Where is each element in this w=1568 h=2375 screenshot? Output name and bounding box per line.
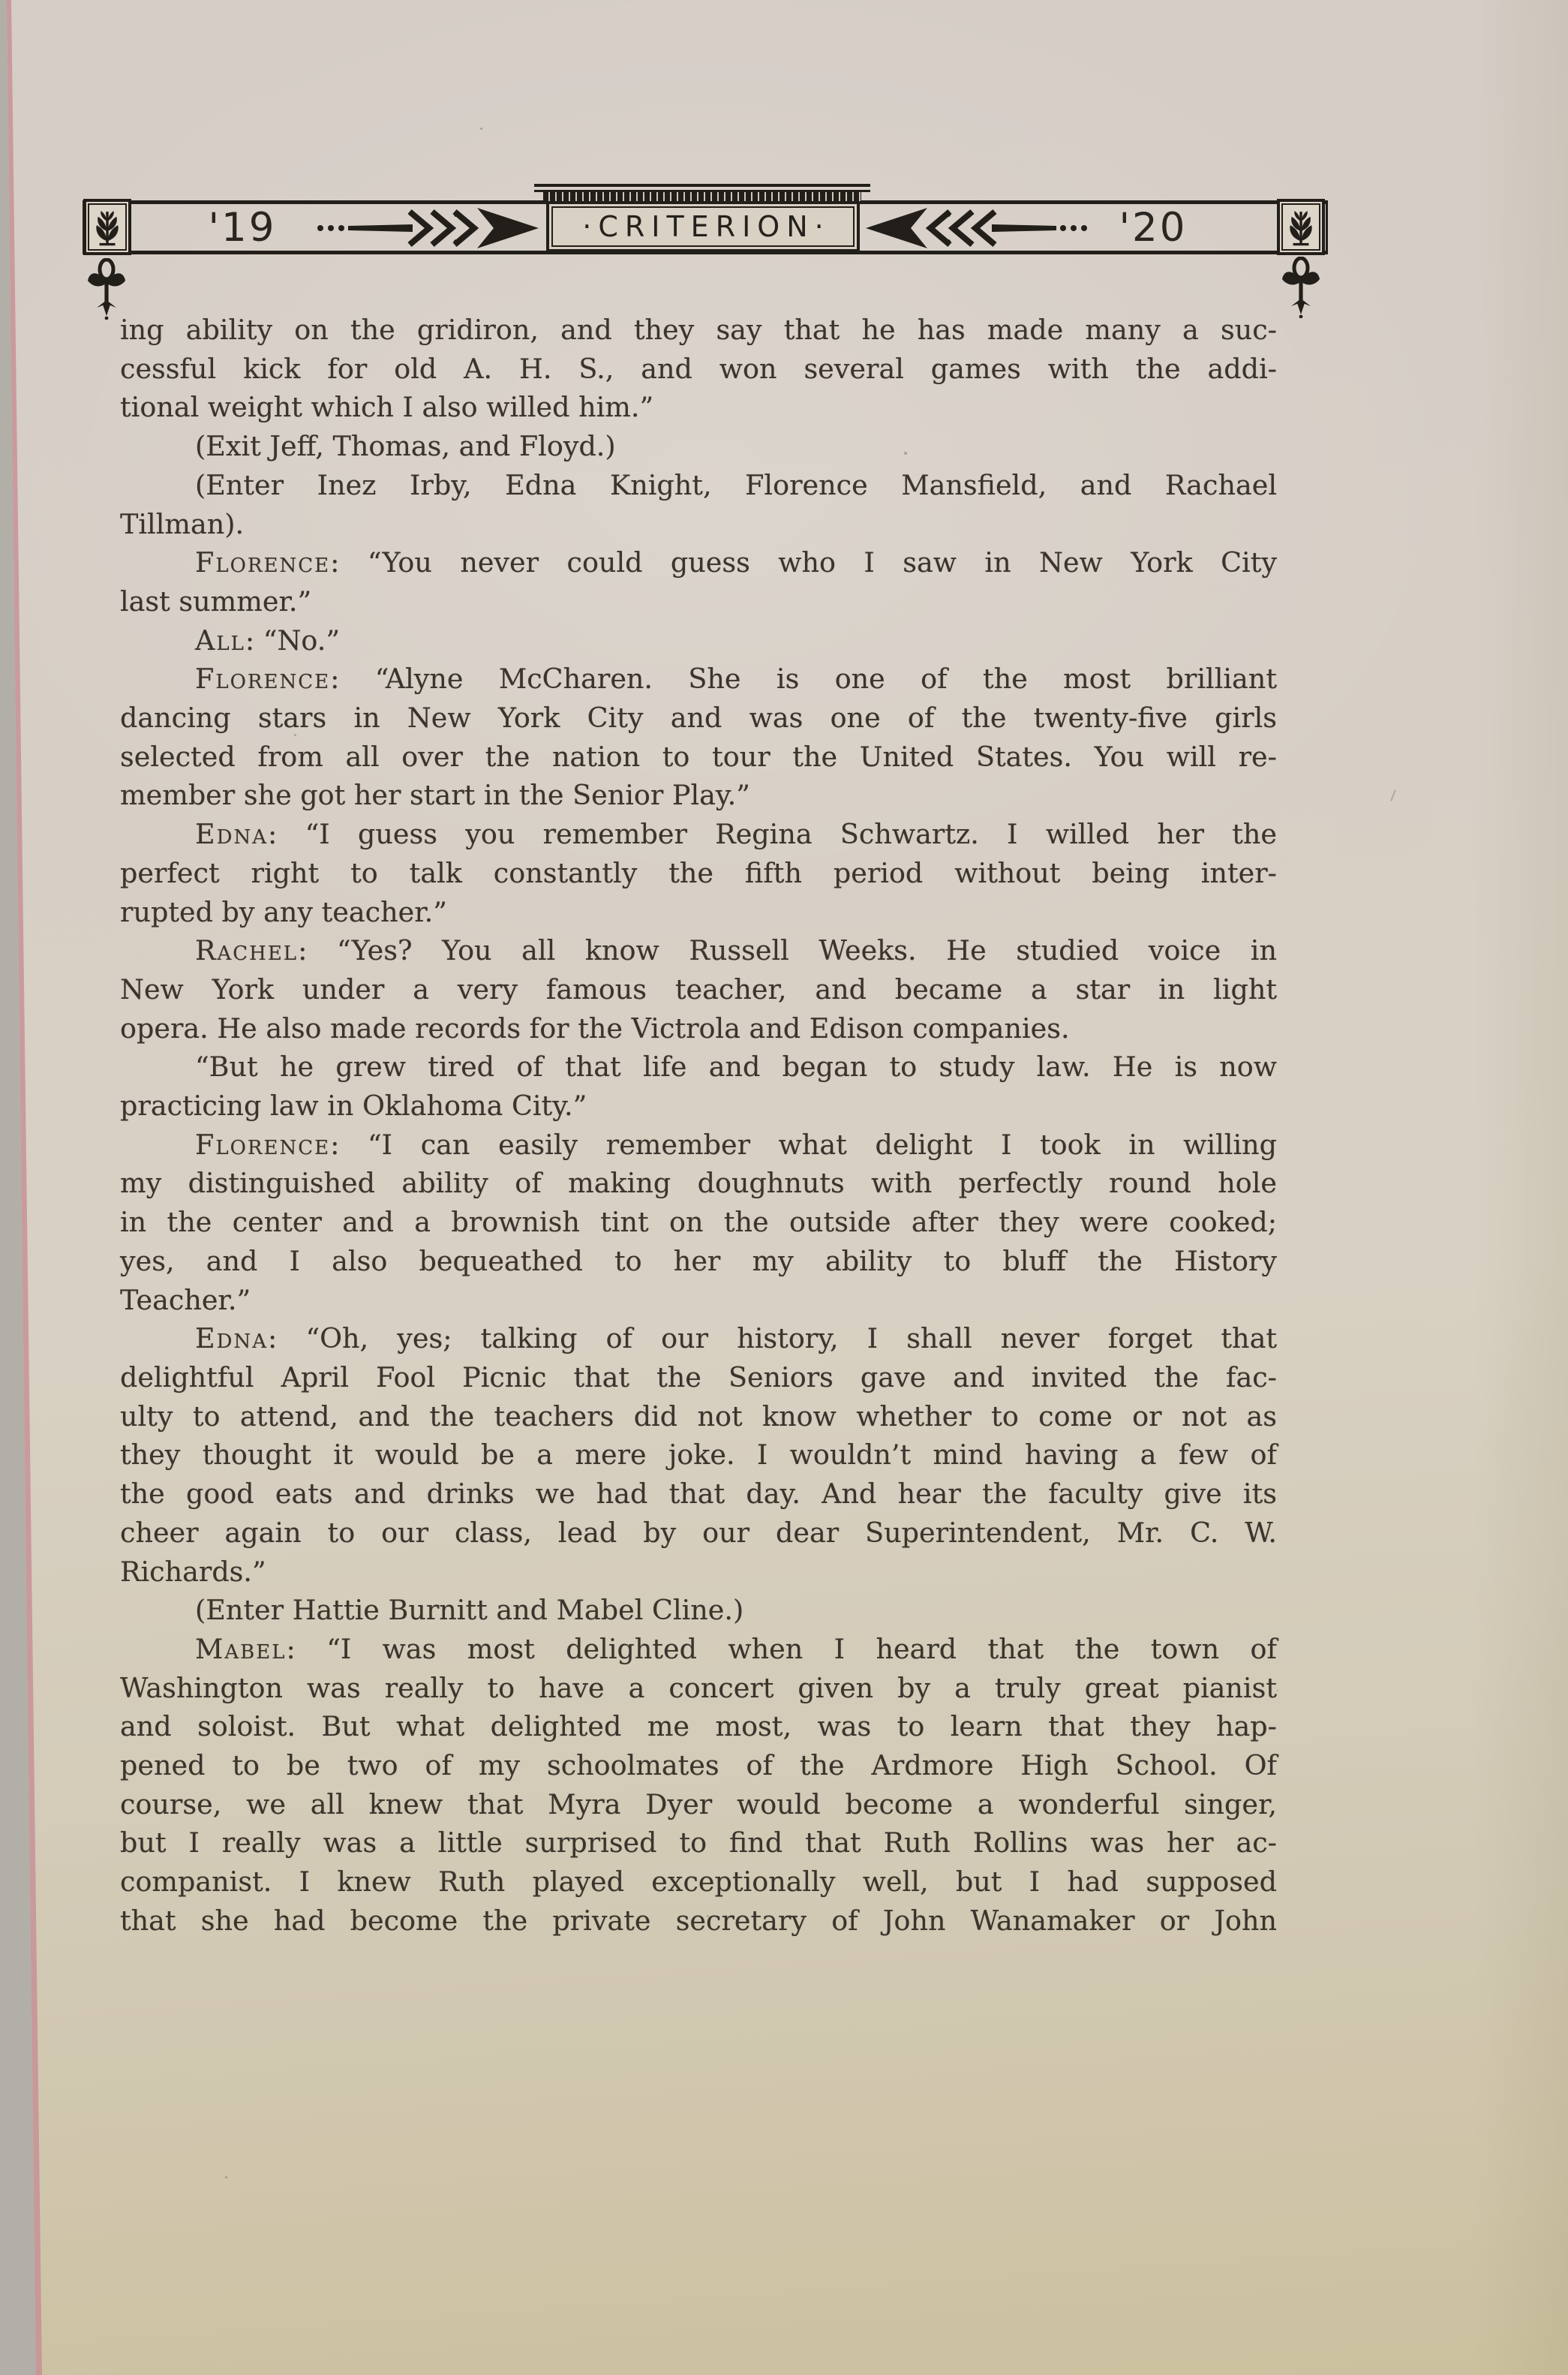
leaf-ornament [88, 203, 127, 251]
line-text: : “Yes? You all know Russell Weeks. He studied voice in [298, 934, 1277, 967]
dialogue-line [120, 931, 1277, 970]
text-line [120, 1553, 1277, 1592]
line-text: member she got her start in the Senior Play.” [120, 779, 750, 812]
line-text: : “I can easily remember what delight I took in willing [330, 1128, 1277, 1161]
line-text: : “I guess you remember Regina Schwartz. I willed her the [268, 818, 1277, 851]
line-text: but I really was a little surprised to find that Ruth Rollins was her ac- [120, 1826, 1277, 1859]
text-line [120, 699, 1277, 738]
text-line [120, 1707, 1277, 1746]
paper-speck [480, 128, 482, 130]
line-text: Tillman). [120, 507, 245, 540]
line-text: and soloist. But what delighted me most, was to learn that they hap- [120, 1710, 1277, 1743]
line-text: in the center and a brownish tint on the outside after they were cooked; [120, 1206, 1277, 1239]
text-line [120, 1164, 1277, 1203]
line-text: : “I was most delighted when I heard that the town of [286, 1632, 1277, 1665]
text-line [120, 350, 1277, 389]
paper-speck [904, 452, 907, 455]
line-text: (Exit Jeff, Thomas, and Floyd.) [195, 430, 616, 463]
leaf-block-icon [1277, 199, 1325, 255]
speaker-name: Florence [195, 663, 331, 696]
line-text: last summer.” [120, 585, 312, 618]
drop-finial-icon [1281, 257, 1320, 318]
line-text: perfect right to talk constantly the fifth period without being inter- [120, 856, 1277, 889]
body-text [120, 311, 1277, 1941]
dialogue-line [120, 660, 1277, 699]
line-text: cheer again to our class, lead by our dear Superintendent, Mr. C. W. [120, 1516, 1277, 1549]
paper-speck [707, 1915, 709, 1917]
line-text: : “You never could guess who I saw in New York City [330, 546, 1277, 579]
text-line [120, 311, 1277, 350]
line-text: New York under a very famous teacher, and became a star in light [120, 973, 1277, 1006]
year-right-label: '20 [1119, 205, 1188, 251]
text-line [120, 738, 1277, 777]
text-line [120, 776, 1277, 815]
text-line [120, 1203, 1277, 1242]
text-line [120, 1514, 1277, 1553]
text-line [120, 1862, 1277, 1902]
text-line [120, 970, 1277, 1009]
leaf-block-icon [83, 199, 131, 255]
dialogue-line [120, 1126, 1277, 1165]
line-text: pened to be two of my schoolmates of the Ardmore High School. Of [120, 1749, 1277, 1782]
text-line [120, 1009, 1277, 1048]
title-cornice-top [534, 184, 870, 192]
line-text: delightful April Fool Picnic that the Seniors gave and invited the fac- [120, 1360, 1277, 1393]
line-text: : “Oh, yes; talking of our history, I shall never forget that [268, 1322, 1277, 1355]
speaker-name: Edna [195, 818, 269, 851]
line-text: opera. He also made records for the Victrola and Edison companies. [120, 1012, 1070, 1045]
line-text: practicing law in Oklahoma City.” [120, 1090, 587, 1123]
arrow-flourish-icon [864, 206, 1089, 250]
text-line [120, 1902, 1277, 1941]
paper-speck [294, 734, 296, 736]
scan-edge-left [0, 0, 45, 2375]
dialogue-line [120, 621, 1277, 660]
paper-scratch [1390, 789, 1396, 801]
text-line [120, 893, 1277, 932]
speaker-name: Rachel [195, 934, 299, 967]
speaker-name: Mabel [195, 1632, 287, 1665]
text-line [120, 1358, 1277, 1397]
line-text: (Enter Inez Irby, Edna Knight, Florence Mansfield, and Rachael [195, 468, 1277, 501]
arrow-flourish-icon [315, 206, 540, 250]
text-line [120, 1048, 1277, 1087]
stage-direction [120, 466, 1277, 505]
text-line [120, 1087, 1277, 1126]
line-text: the good eats and drinks we had that day. And hear the faculty give its [120, 1478, 1277, 1511]
paper-speck [225, 2176, 227, 2178]
dialogue-line [120, 1630, 1277, 1669]
line-text: ing ability on the gridiron, and they say that he has made many a suc- [120, 314, 1277, 346]
line-text: “But he grew tired of that life and began to study law. He is now [195, 1051, 1277, 1084]
text-line [120, 582, 1277, 621]
leaf-ornament [1281, 203, 1320, 251]
text-line [120, 1823, 1277, 1862]
dialogue-line [120, 1319, 1277, 1358]
speaker-name: Edna [195, 1322, 269, 1355]
text-line [120, 854, 1277, 893]
line-text: Teacher.” [120, 1283, 251, 1316]
text-line [120, 1281, 1277, 1320]
title-box [546, 201, 860, 252]
line-text: yes, and I also bequeathed to her my ability to bluff the History [120, 1244, 1277, 1277]
line-text: (Enter Hattie Burnitt and Mabel Cline.) [195, 1594, 744, 1627]
dialogue-line [120, 815, 1277, 854]
text-line [120, 505, 1277, 544]
speaker-name: All [195, 624, 245, 657]
line-text: tional weight which I also willed him.” [120, 391, 654, 424]
paper-speck [1277, 1690, 1278, 1691]
line-text: rupted by any teacher.” [120, 895, 447, 928]
page-title: ·CRITERION· [551, 206, 855, 247]
line-text: my distinguished ability of making doughnuts with perfectly round hole [120, 1167, 1277, 1200]
stage-direction [120, 427, 1277, 466]
text-line [120, 1746, 1277, 1785]
line-text: : “No.” [245, 624, 340, 657]
line-text: companist. I knew Ruth played exceptionally well, but I had supposed [120, 1865, 1277, 1898]
line-text: ulty to attend, and the teachers did not know whether to come or not as [120, 1399, 1277, 1433]
text-line [120, 1242, 1277, 1281]
title-cornice-bottom [543, 192, 861, 201]
year-left-label: '19 [208, 205, 277, 251]
text-line [120, 1475, 1277, 1514]
line-text: Richards.” [120, 1555, 266, 1588]
text-line [120, 1669, 1277, 1708]
line-text: that she had become the private secretary of John Wanamaker or John [120, 1904, 1277, 1937]
speaker-name: Florence [195, 1128, 331, 1161]
text-line [120, 1397, 1277, 1436]
dialogue-line [120, 543, 1277, 582]
text-line [120, 1785, 1277, 1824]
line-text: : “Alyne McCharen. She is one of the most brilliant [330, 663, 1277, 696]
line-text: cessful kick for old A. H. S., and won several games with the addi- [120, 352, 1277, 385]
stage-direction [120, 1591, 1277, 1630]
text-line [120, 388, 1277, 427]
line-text: they thought it would be a mere joke. I wouldn’t mind having a few of [120, 1439, 1277, 1472]
line-text: selected from all over the nation to tour the United States. You will re- [120, 740, 1277, 773]
line-text: dancing stars in New York City and was one of the twenty-five girls [120, 702, 1277, 735]
text-line [120, 1436, 1277, 1475]
speaker-name: Florence [195, 546, 331, 579]
line-text: Washington was really to have a concert given by a truly great pianist [120, 1671, 1277, 1704]
line-text: course, we all knew that Myra Dyer would become a wonderful singer, [120, 1787, 1277, 1820]
